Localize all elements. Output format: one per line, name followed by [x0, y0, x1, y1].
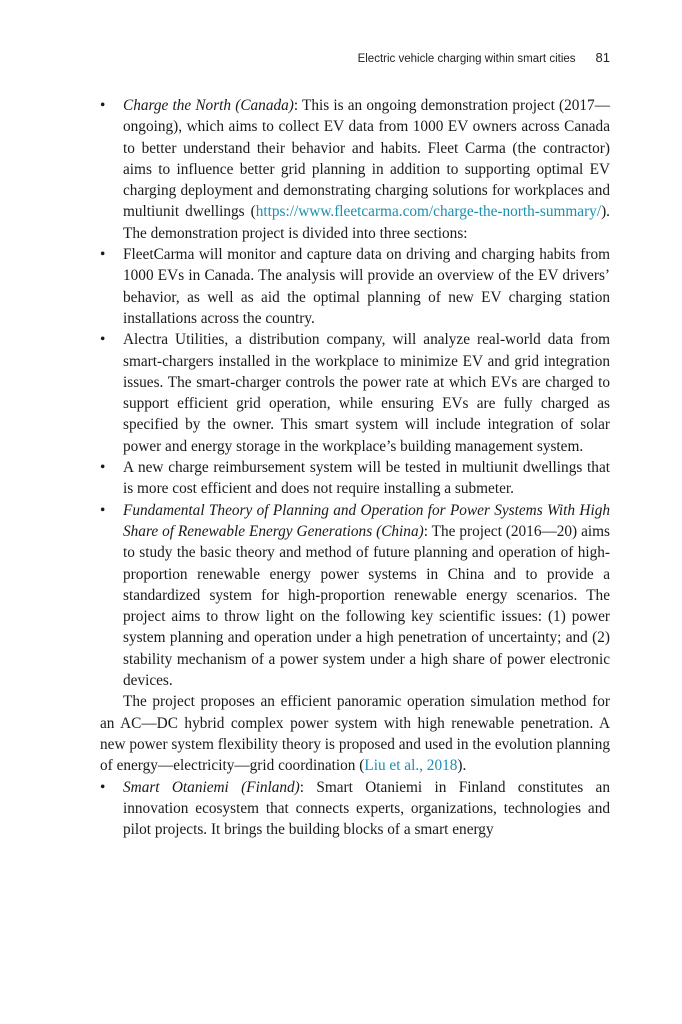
bullet-item-china-project [100, 500, 610, 692]
bullet-item-fleetcarma [100, 244, 610, 329]
bullet-text: Alectra Utilities, a distribution company, will analyze real-world data from smart-chargers installed in the workplace to minimize EV and grid integration issues. The smart-charger controls the power rate at which EVs are charged to support efficient grid operation, while ensuring EVs are fully charged as specified by the owner. This smart system will include integration of solar power and energy storage in the workplace’s building management system. [123, 331, 610, 455]
project-title: Smart Otaniemi (Finland) [123, 778, 300, 796]
bullet-item-charge-the-north [100, 95, 610, 244]
bullet-text: FleetCarma will monitor and capture data on driving and charging habits from 1000 EVs in Canada. The analysis will provide an overview of the EV drivers’ behavior, as well as aid the optimal planning of new EV charging station installations across the country. [123, 246, 610, 327]
body-paragraph [100, 691, 610, 776]
title-separator: : [423, 522, 428, 540]
bullet-text: A new charge reimbursement system will be tested in multiunit dwellings that is more cost efficient and does not require installing a submeter. [123, 459, 610, 498]
running-title: Electric vehicle charging within smart cities [357, 53, 576, 65]
running-header [358, 50, 610, 65]
paragraph-text-after: ). [457, 757, 467, 775]
bullet-text: The project (2016—20) aims to study the basic theory and method of future planning and operation of high-proportion renewable energy power systems in China and to provide a standardized system for high-proportion renewable energy scenarios. The project aims to throw light on the following key scientific issues: (1) power system planning and operation under a high penetration of uncertainty; and (2) stability mechanism of a power system under a high share of power electronic devices. [123, 522, 610, 690]
bullet-text-after: ). The demonstration project is divided into three sections: [123, 203, 610, 242]
project-title: Charge the North (Canada) [123, 97, 294, 114]
page-body [100, 95, 610, 840]
project-title: Fundamental Theory of Planning and Operation for Power Systems With High Share of Renewable Energy Generations (China) [123, 501, 610, 540]
citation-link[interactable]: Liu et al., 2018 [364, 757, 458, 775]
title-separator: : [299, 778, 305, 796]
paragraph-text: The project proposes an efficient panoramic operation simulation method for an AC—DC hybrid complex power system with high renewable penetration. A new power system flexibility theory is proposed and used in the evolution planning of energy—electricity—grid coordination ( [100, 693, 610, 775]
title-separator: : [293, 97, 299, 114]
bullet-item-alectra [100, 329, 610, 457]
bullet-item-smart-otaniemi [100, 777, 610, 841]
bullet-text: Smart Otaniemi in Finland constitutes an innovation ecosystem that connects experts, organizations, technologies and pilot projects. It brings the building blocks of a smart energy [123, 778, 610, 839]
bullet-item-reimbursement [100, 457, 610, 500]
bullet-text: This is an ongoing demonstration project (2017—ongoing), which aims to collect EV data from 1000 EV owners across Canada to better understand their behavior and habits. Fleet Carma (the contractor) aims to influence better grid planning in addition to supporting optimal EV charging deployment and demonstrating charging solutions for workplaces and multiunit dwellings ( [123, 97, 610, 221]
fleetcarma-link[interactable]: https://www.fleetcarma.com/charge-the-north-summary/ [255, 203, 602, 221]
page-number: 81 [595, 50, 610, 65]
